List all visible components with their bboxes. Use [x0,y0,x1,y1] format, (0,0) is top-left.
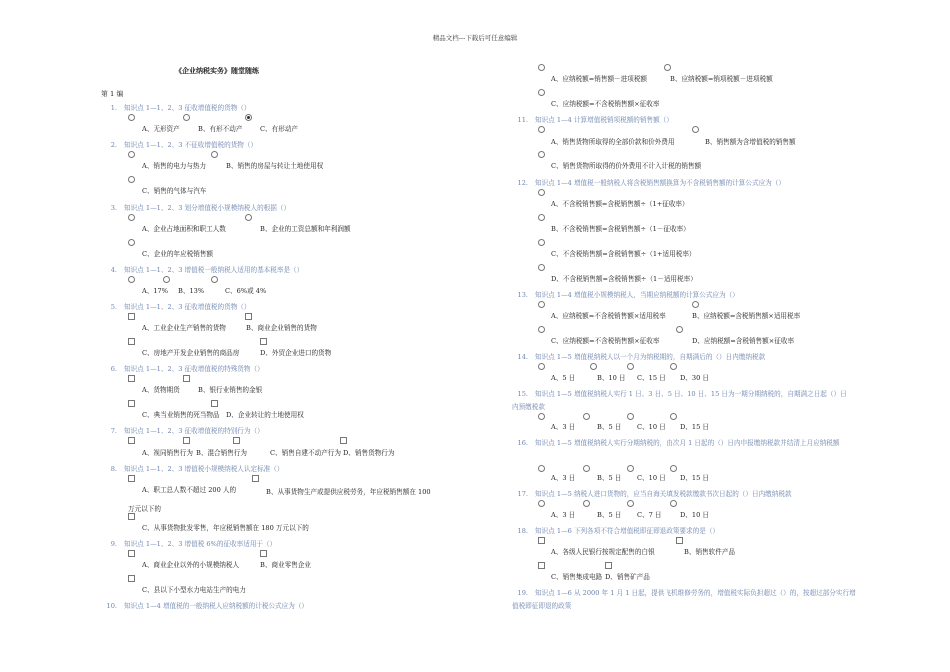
radio-button[interactable] [538,64,545,71]
checkbox[interactable] [128,437,135,444]
question [101,102,250,112]
question-number: 10. [106,602,117,610]
option-label: B、13% [178,287,205,295]
radio-button[interactable] [128,214,135,221]
option-label: A、销售的电力与热力 [142,162,207,170]
option-label: A、3 日 [551,511,576,519]
question-number: 11. [517,116,528,124]
radio-button[interactable] [128,276,135,283]
radio-button[interactable] [538,239,545,246]
radio-button[interactable] [538,301,545,308]
option-label: B、商业零售企业 [260,561,312,569]
question-text: 知识点 1—1、2、3 增值税小规模纳税人认定标准（） [124,465,284,473]
question [101,425,264,435]
checkbox[interactable] [128,550,135,557]
question [512,587,857,613]
option-label: C、典当业销售的死当物品 [142,411,220,419]
radio-button[interactable] [670,500,677,507]
radio-button[interactable] [128,176,135,183]
radio-button[interactable] [627,500,634,507]
option-label: A、销售货物所取得的全部价款和价外费用 [551,138,675,146]
option-label: A、5 日 [551,374,576,382]
question-number: 2. [110,141,117,149]
checkbox[interactable] [260,338,267,345]
option-label: B、5 日 [597,474,622,482]
radio-button[interactable] [583,413,590,420]
radio-button[interactable] [245,214,252,221]
option-label: A、应纳税额=不含税销售额×适用税率 [551,312,666,320]
radio-button[interactable] [128,151,135,158]
radio-button[interactable] [590,363,597,370]
option-label: C、房地产开发企业销售的商品房 [142,349,240,357]
checkbox[interactable] [245,313,252,320]
option-label: A、职工总人数不超过 200 人的 [142,486,237,494]
option-label: C、应纳税额=不含税销售额×征收率 [551,100,660,108]
option-label: C、10 日 [637,423,666,431]
option-label: A、各级人民银行按规定配售的白银 [551,548,655,556]
radio-button[interactable] [538,500,545,507]
question-number: 15. [517,390,528,398]
checkbox[interactable] [128,400,135,407]
option-label: B、10 日 [597,374,626,382]
radio-button[interactable] [538,465,545,472]
question-number: 7. [110,427,117,435]
radio-button[interactable] [670,465,677,472]
checkbox[interactable] [605,562,612,569]
checkbox[interactable] [128,513,135,520]
question-number: 8. [110,465,117,473]
question-text: 知识点 1—5 增值税纳税人实行分期纳税的，由次月 1 日起的（）日内申报缴纳税款并结清上月应纳税额 [535,439,840,447]
radio-button[interactable] [538,189,545,196]
checkbox[interactable] [128,375,135,382]
option-label: C、销售集成电路 [551,573,603,581]
option-label: A、应纳税额=销售额－进项税额 [551,75,648,83]
option-label: C、6%或 4% [225,287,267,295]
option-label: A、货物期货 [142,386,180,394]
option-label: A、企业占地面积和职工人数 [142,225,226,233]
radio-button[interactable] [128,114,135,121]
option-label: B、销售的房屋与转让土地使用权 [226,162,324,170]
radio-button[interactable] [211,276,218,283]
option-label: C、销售货物所取得的价外费用不计入计税的销售额 [551,162,702,170]
option-label: A、3 日 [551,423,576,431]
option-label: B、5 日 [597,511,622,519]
question [512,525,719,535]
radio-button[interactable] [128,239,135,246]
option-label: C、15 日 [637,374,666,382]
checkbox[interactable] [538,562,545,569]
question-text: 知识点 1—1、2、3 不征收增值税的货物（） [124,141,258,149]
question [512,351,765,361]
option-label: B、不含税销售额=含税销售额÷（1－征收率） [551,225,690,233]
question-text: 知识点 1—4 增值税的一般纳税人应纳税额的计税公式应为（） [124,602,309,610]
checkbox[interactable] [128,313,135,320]
option-label: B、应纳税额=销项税额－进项税额 [670,75,773,83]
question [101,600,308,610]
radio-button[interactable] [664,64,671,71]
page-header: 精品文档---下载后可任意编辑 [432,34,518,42]
radio-button[interactable] [670,413,677,420]
option-label: D、销售货物行为 [343,449,395,457]
radio-button[interactable] [538,363,545,370]
question-number: 13. [517,291,528,299]
checkbox[interactable] [128,475,135,482]
option-label: C、有形动产 [260,125,299,133]
option-label: D、15 日 [680,423,709,431]
option-label: B、销售额为含增值税的销售额 [705,138,796,146]
option-label: B、企业的工资总额和年利润额 [260,225,351,233]
option-label: B、银行业销售的金银 [198,386,263,394]
option-label: A、17% [142,287,169,295]
checkbox[interactable] [233,437,240,444]
question-number: 6. [110,365,117,373]
option-label: D、15 日 [680,474,709,482]
question [101,538,276,548]
option-label: D、企业转让的土地使用权 [226,411,304,419]
question-text: 知识点 1—6 从 2000 年 1 月 1 日起，提供飞机维修劳务的，增值税实际负担超过（）的，按超过部分实行增值税即征即退的政策 [512,589,856,610]
option-label: C、销售的气体与汽车 [142,187,207,195]
question [512,114,673,124]
option-label: C、县以下小型水力电站生产的电力 [142,586,246,594]
question [512,488,792,498]
question-text: 知识点 1—5 增值税纳税人实行 1 日、3 日、5 日、10 日、15 日为一期分期纳税的，自期满之日起（）日内预缴税款 [512,390,847,411]
question [512,437,852,450]
question-text: 知识点 1—6 下列各项不符合增值税即征即退政策要求的是（） [535,527,720,535]
question-number: 12. [517,179,528,187]
question-number: 19. [517,589,528,597]
option-label: C、7 日 [637,511,662,519]
option-label: D、外贸企业进口的货物 [260,349,332,357]
option-label: C、从事货物批发零售，年应税销售额在 180 万元以下的 [142,524,309,532]
question-text: 知识点 1—1、2、3 划分增值税小规模纳税人的根据（） [124,204,291,212]
question-text: 知识点 1—1、2、3 征收增值税的特别行为（） [124,427,264,435]
question [101,301,250,311]
option-label: A、无形资产 [142,125,180,133]
question-number: 17. [517,490,528,498]
option-label: A、3 日 [551,474,576,482]
radio-button[interactable] [627,465,634,472]
option-label: B、销售软件产品 [684,548,736,556]
question-number: 1. [110,104,117,112]
checkbox[interactable] [676,537,683,544]
checkbox[interactable] [128,575,135,582]
question [101,202,290,212]
option-label: A、视同销售行为 [142,449,193,457]
question-number: 18. [517,527,528,535]
question-text: 知识点 1—4 增值税一般纳税人将含税销售额换算为不含税销售额的计算公式应为（） [535,179,785,187]
option-label: B、5 日 [597,423,622,431]
radio-button-selected[interactable] [245,114,252,121]
radio-button[interactable] [583,500,590,507]
radio-button[interactable] [538,151,545,158]
question [101,139,257,149]
radio-button[interactable] [538,214,545,221]
option-label: B、有形不动产 [198,125,243,133]
question-text: 知识点 1—1、2、3 征收增值税的特殊货物（） [124,365,264,373]
question-text: 知识点 1—4 计算增值税销项税额的销售额（） [535,116,673,124]
question-text: 知识点 1—1、2、3 增值税一般纳税人适用的基本税率是（） [124,266,304,274]
question [512,289,739,299]
option-label: C、销售自建不动产行为 [270,449,341,457]
radio-button[interactable] [538,264,545,271]
radio-button[interactable] [670,363,677,370]
option-label: D、销售矿产品 [605,573,650,581]
option-label: A、不含税销售额=含税销售额÷（1+征收率） [551,200,689,208]
option-label: B、从事货物生产或提供应税劳务，年应税销售额在 100 万元以下的 [128,488,431,513]
question [512,177,785,187]
question [101,363,264,373]
option-label: D、不含税销售额=含税销售额÷（1－适用税率） [551,275,697,283]
checkbox[interactable] [128,338,135,345]
question [101,463,283,473]
option-label: C、不含税销售额=含税销售额÷（1+适用税率） [551,250,696,258]
option-label: D、应纳税额=含税销售额×征收率 [692,337,795,345]
radio-button[interactable] [538,413,545,420]
radio-button[interactable] [692,301,699,308]
question-text: 知识点 1—1、2、3 征收增值税的货物（） [124,104,251,112]
question-number: 9. [110,540,117,548]
radio-button[interactable] [538,126,545,133]
option-label: B、商业企业销售的货物 [246,324,317,332]
radio-button[interactable] [676,326,683,333]
radio-button[interactable] [183,114,190,121]
option-label: B、混合销售行为 [196,449,248,457]
checkbox[interactable] [260,550,267,557]
radio-button[interactable] [538,89,545,96]
question-number: 5. [110,303,117,311]
document-title: 《企业纳税实务》随堂随练 [175,66,259,75]
checkbox[interactable] [211,400,218,407]
radio-button[interactable] [211,151,218,158]
radio-button[interactable] [627,363,634,370]
question-number: 3. [110,204,117,212]
checkbox[interactable] [538,537,545,544]
checkbox[interactable] [183,375,190,382]
section-label: 第 1 编 [101,90,124,98]
radio-button[interactable] [538,326,545,333]
question-text: 知识点 1—5 增值税纳税人以一个月为纳税期的，自期满后的（）日内缴纳税款 [535,353,766,361]
option-label: C、10 日 [637,474,666,482]
checkbox[interactable] [252,475,259,482]
option-label: D、10 日 [680,511,709,519]
option-label: C、企业的年应税销售额 [142,250,213,258]
option-label: A、商业企业以外的小规模纳税人 [142,561,240,569]
option-label: B、应纳税额=含税销售额×适用税率 [692,312,801,320]
question-number: 4. [110,266,117,274]
option-label: C、应纳税额=不含税销售额×征收率 [551,337,660,345]
question-text: 知识点 1—1、2、3 征收增值税的货物（） [124,303,251,311]
question [101,264,303,274]
checkbox[interactable] [183,437,190,444]
question-number: 16. [517,439,528,447]
question-text: 知识点 1—4 增值税小规模纳税人，当期应纳税额的计算公式应为（） [535,291,739,299]
question-text: 知识点 1—5 纳税人进口货物的，应当自海关填发税款缴款书次日起的（）日内缴纳税款 [535,490,792,498]
question-text: 知识点 1—1、2、3 增值税 6%的征收率适用于（） [124,540,277,548]
radio-button[interactable] [583,465,590,472]
radio-button[interactable] [692,126,699,133]
option-label: D、30 日 [680,374,709,382]
radio-button[interactable] [163,276,170,283]
question-number: 14. [517,353,528,361]
option-label: A、工业企业生产销售的货物 [142,324,226,332]
question [512,388,852,414]
radio-button[interactable] [627,413,634,420]
checkbox[interactable] [340,437,347,444]
